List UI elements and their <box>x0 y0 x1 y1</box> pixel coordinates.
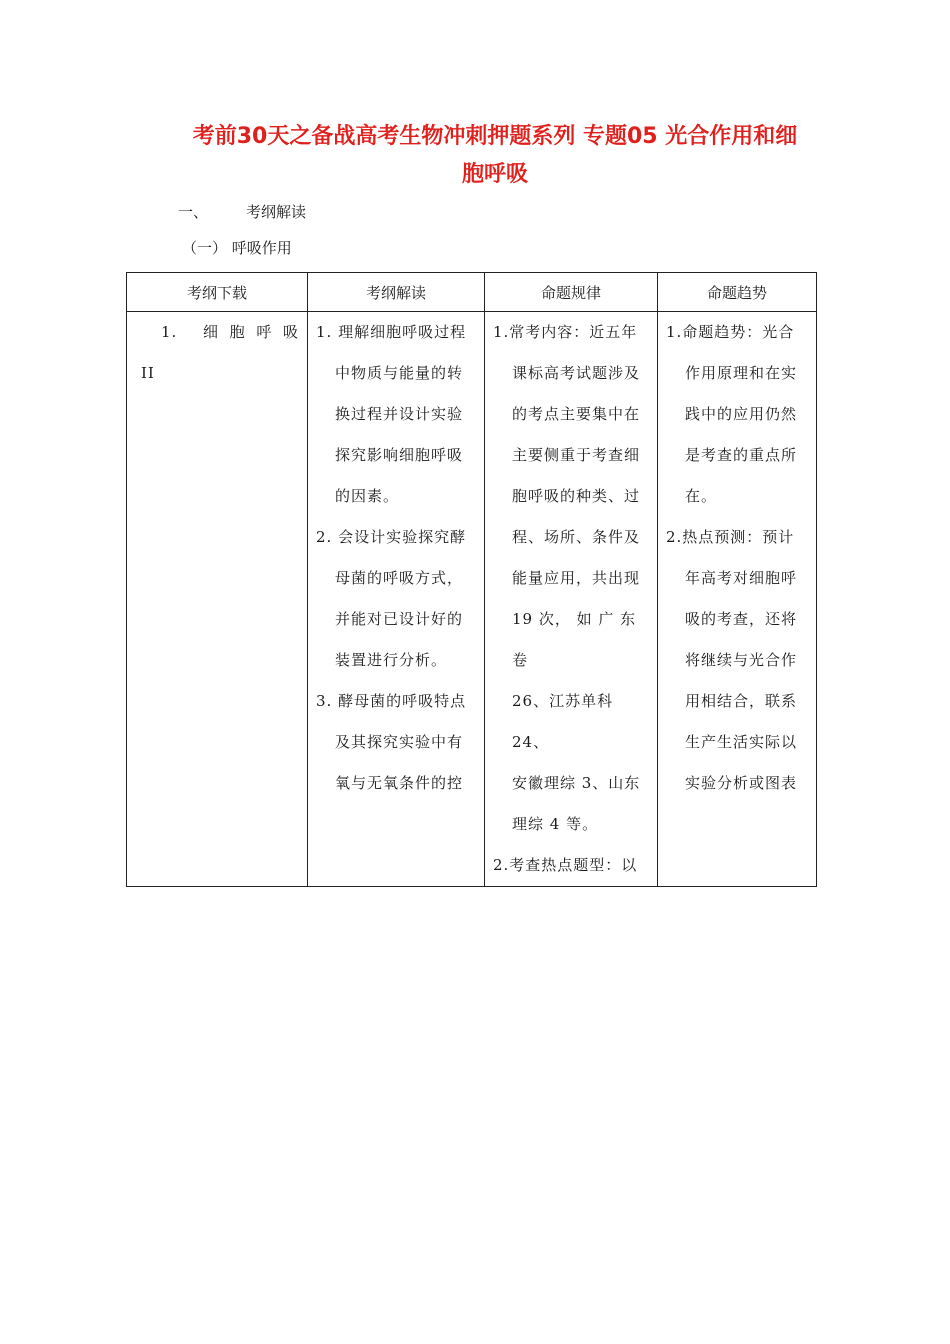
list-item: 2.热点预测：预计 <box>666 528 795 546</box>
list-item: 母菌的呼吸方式， <box>335 569 464 587</box>
list-item: 探究影响细胞呼吸 <box>335 446 464 464</box>
list-item: 26、江苏单科24、 <box>512 692 614 751</box>
list-item: 换过程并设计实验 <box>335 405 464 423</box>
section-number: 一、 <box>178 203 209 221</box>
list-item: 的因素。 <box>335 487 400 505</box>
list-item: 年高考对细胞呼 <box>685 569 798 587</box>
cell-syllabus-download <box>127 312 308 887</box>
list-item: 1. 理解细胞呼吸过程 <box>316 323 467 341</box>
list-item: 安徽理综 3、山东 <box>512 774 641 792</box>
list-item: 主要侧重于考查细 <box>512 446 641 464</box>
cell-exam-patterns <box>485 312 658 887</box>
list-item: 能量应用，共出现 <box>512 569 641 587</box>
table-row <box>127 312 817 887</box>
list-item: 氧与无氧条件的控 <box>335 774 464 792</box>
topic-line <box>141 312 299 353</box>
list-item: 2.考查热点题型：以 <box>493 856 638 874</box>
list-item: 2. 会设计实验探究酵 <box>316 528 467 546</box>
list-item: 生产生活实际以 <box>685 733 798 751</box>
list-item: 19 次， 如 广 东 卷 <box>512 610 637 669</box>
list-item: 理综 4 等。 <box>512 815 599 833</box>
list-item: 装置进行分析。 <box>335 651 448 669</box>
list-item: 1.命题趋势：光合 <box>666 323 795 341</box>
list-item: 在。 <box>685 487 718 505</box>
syllabus-table <box>126 272 817 887</box>
header-exam-patterns: 命题规律 <box>485 273 658 312</box>
subsection-heading: （一） 呼吸作用 <box>182 239 292 257</box>
list-item: 的考点主要集中在 <box>512 405 641 423</box>
document-title-line-1: 考前30天之备战高考生物冲刺押题系列 专题05 光合作用和细 <box>192 124 798 149</box>
list-item: 作用原理和在实 <box>685 364 798 382</box>
list-item: 实验分析或图表 <box>685 774 798 792</box>
header-syllabus-download: 考纲下载 <box>127 273 308 312</box>
list-item: 中物质与能量的转 <box>335 364 464 382</box>
list-item: 将继续与光合作 <box>685 651 798 669</box>
cell-exam-trends <box>658 312 817 887</box>
document-title-line-2: 胞呼吸 <box>461 162 528 187</box>
list-item: 胞呼吸的种类、过 <box>512 487 641 505</box>
list-item: 及其探究实验中有 <box>335 733 464 751</box>
list-item: 并能对已设计好的 <box>335 610 464 628</box>
list-item: 课标高考试题涉及 <box>512 364 641 382</box>
list-item: 是考查的重点所 <box>685 446 798 464</box>
list-item: 吸的考查，还将 <box>685 610 798 628</box>
header-syllabus-interpretation: 考纲解读 <box>308 273 485 312</box>
list-item: 用相结合，联系 <box>685 692 798 710</box>
list-item: 践中的应用仍然 <box>685 405 798 423</box>
header-exam-trends: 命题趋势 <box>658 273 817 312</box>
section-heading: 考纲解读 <box>246 203 307 221</box>
list-item: 1.常考内容：近五年 <box>493 323 638 341</box>
topic-name: 细 胞 呼 吸 <box>203 323 299 341</box>
cell-syllabus-interpretation <box>308 312 485 887</box>
list-item: 3. 酵母菌的呼吸特点 <box>316 692 467 710</box>
topic-level: II <box>141 364 155 382</box>
table-header-row <box>127 273 817 312</box>
topic-number: 1. <box>161 323 178 341</box>
list-item: 程、场所、条件及 <box>512 528 641 546</box>
